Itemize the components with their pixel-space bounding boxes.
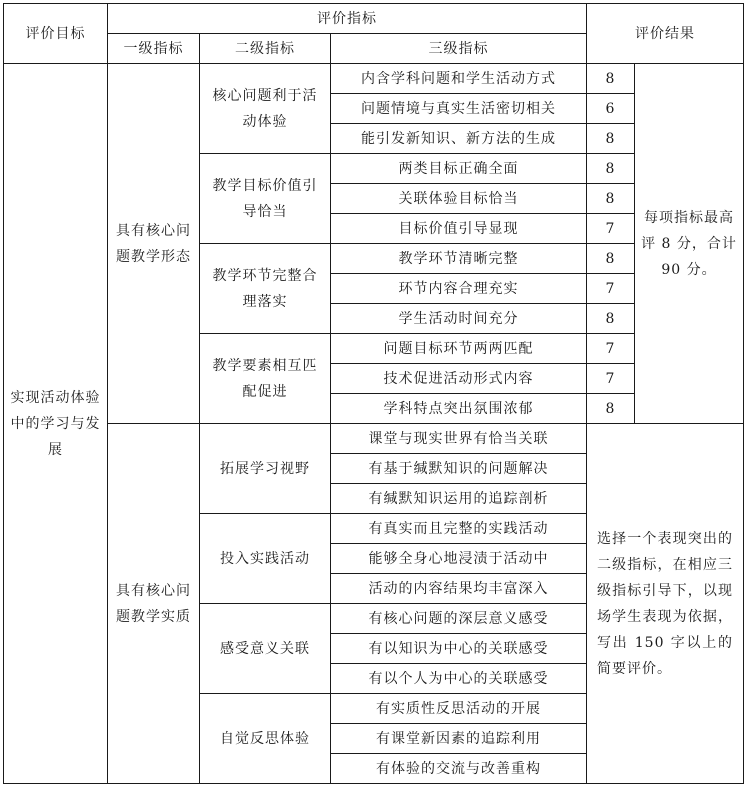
essence-level1-cell: 具有核心问题教学实质 xyxy=(108,424,200,784)
essence-level3-cell: 有体验的交流与改善重构 xyxy=(331,754,587,784)
header-indicator: 评价指标 xyxy=(108,4,587,34)
essence-level3-cell: 有缄默知识运用的追踪剖析 xyxy=(331,484,587,514)
form-level2-cell: 教学环节完整合理落实 xyxy=(200,244,331,334)
form-level3-cell: 关联体验目标恰当 xyxy=(331,184,587,214)
essence-level3-cell: 有基于缄默知识的问题解决 xyxy=(331,454,587,484)
form-level3-cell: 学科特点突出氛围浓郁 xyxy=(331,394,587,424)
score-cell: 6 xyxy=(587,94,635,124)
essence-level3-cell: 有真实而且完整的实践活动 xyxy=(331,514,587,544)
essence-level3-cell: 有以知识为中心的关联感受 xyxy=(331,634,587,664)
essence-level3-cell: 活动的内容结果均丰富深入 xyxy=(331,574,587,604)
essence-level2-cell: 投入实践活动 xyxy=(200,514,331,604)
essence-level2-cell: 感受意义关联 xyxy=(200,604,331,694)
essence-level3-cell: 有核心问题的深层意义感受 xyxy=(331,604,587,634)
score-cell: 8 xyxy=(587,154,635,184)
header-result: 评价结果 xyxy=(587,4,744,64)
score-cell: 7 xyxy=(587,334,635,364)
essence-level2-cell: 自觉反思体验 xyxy=(200,694,331,784)
form-level3-cell: 环节内容合理充实 xyxy=(331,274,587,304)
header-level1: 一级指标 xyxy=(108,34,200,64)
form-level1-cell: 具有核心问题教学形态 xyxy=(108,64,200,424)
form-note-cell: 每项指标最高评 8 分，合计 90 分。 xyxy=(635,64,744,424)
score-cell: 8 xyxy=(587,184,635,214)
header-level2: 二级指标 xyxy=(200,34,331,64)
essence-level3-cell: 有实质性反思活动的开展 xyxy=(331,694,587,724)
score-cell: 8 xyxy=(587,304,635,334)
form-level3-cell: 目标价值引导显现 xyxy=(331,214,587,244)
score-cell: 7 xyxy=(587,274,635,304)
essence-level3-cell: 能够全身心地浸渍于活动中 xyxy=(331,544,587,574)
score-cell: 7 xyxy=(587,364,635,394)
form-level3-cell: 教学环节清晰完整 xyxy=(331,244,587,274)
score-cell: 8 xyxy=(587,394,635,424)
form-level3-cell: 学生活动时间充分 xyxy=(331,304,587,334)
evaluation-table xyxy=(3,3,744,784)
essence-level3-cell: 有以个人为中心的关联感受 xyxy=(331,664,587,694)
form-level3-cell: 两类目标正确全面 xyxy=(331,154,587,184)
form-level3-cell: 技术促进活动形式内容 xyxy=(331,364,587,394)
form-level3-cell: 问题目标环节两两匹配 xyxy=(331,334,587,364)
form-level2-cell: 核心问题利于活动体验 xyxy=(200,64,331,154)
score-cell: 8 xyxy=(587,124,635,154)
header-goal: 评价目标 xyxy=(4,4,108,64)
form-level3-cell: 问题情境与真实生活密切相关 xyxy=(331,94,587,124)
header-level3: 三级指标 xyxy=(331,34,587,64)
goal-cell: 实现活动体验中的学习与发展 xyxy=(4,64,108,784)
form-level2-cell: 教学要素相互匹配促进 xyxy=(200,334,331,424)
essence-level2-cell: 拓展学习视野 xyxy=(200,424,331,514)
score-cell: 8 xyxy=(587,244,635,274)
essence-level3-cell: 有课堂新因素的追踪利用 xyxy=(331,724,587,754)
form-level2-cell: 教学目标价值引导恰当 xyxy=(200,154,331,244)
essence-level3-cell: 课堂与现实世界有恰当关联 xyxy=(331,424,587,454)
essence-note-cell: 选择一个表现突出的二级指标，在相应三级指标引导下，以现场学生表现为依据，写出 150 字以上的简要评价。 xyxy=(587,424,744,784)
score-cell: 8 xyxy=(587,64,635,94)
score-cell: 7 xyxy=(587,214,635,244)
form-level3-cell: 能引发新知识、新方法的生成 xyxy=(331,124,587,154)
form-level3-cell: 内含学科问题和学生活动方式 xyxy=(331,64,587,94)
